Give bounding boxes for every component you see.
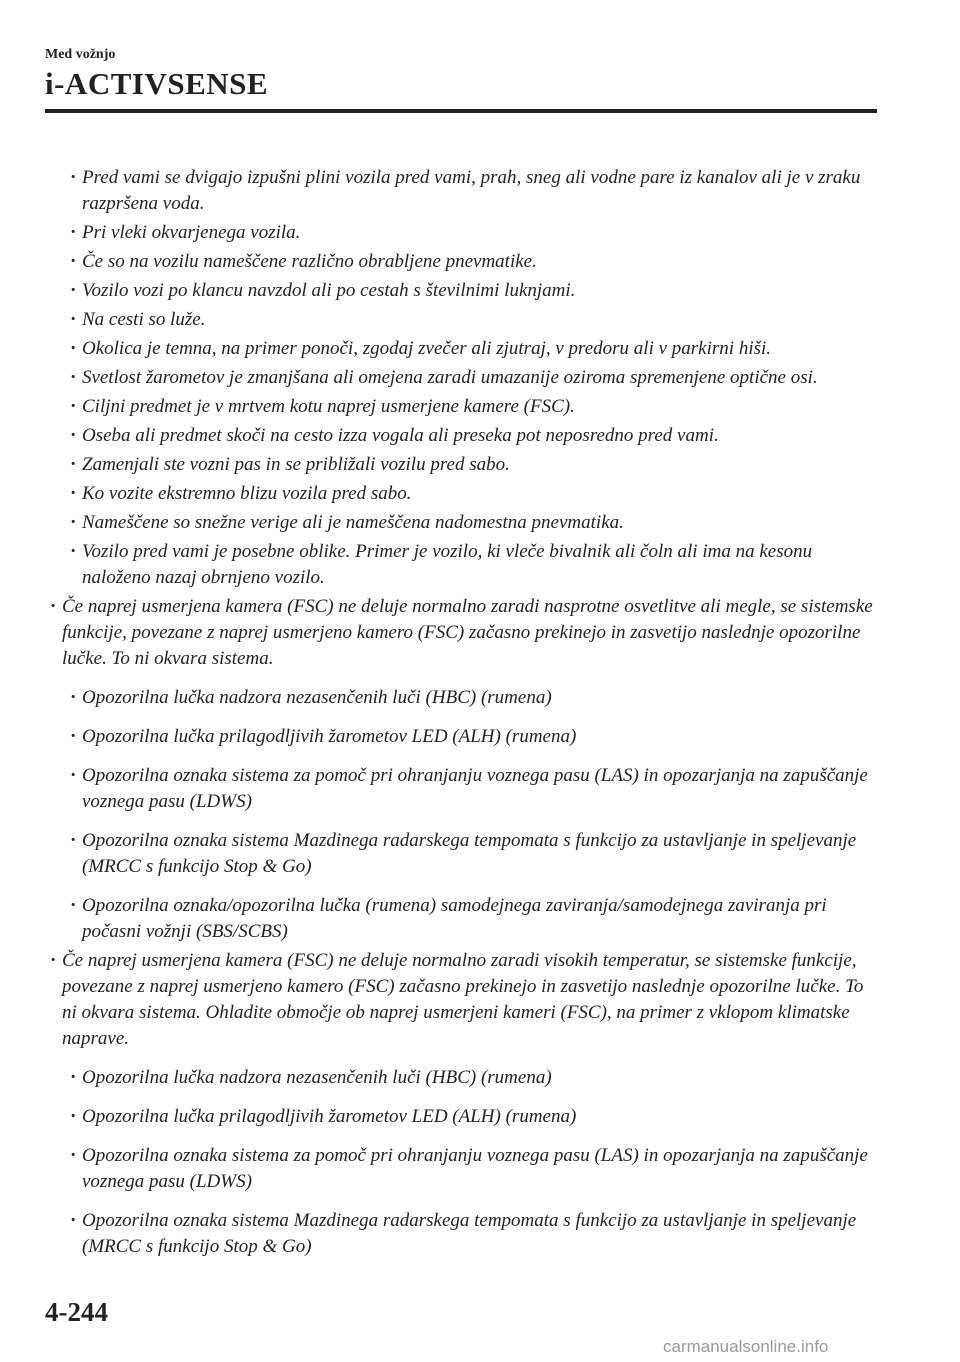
warning-light-item: · Opozorilna oznaka sistema za pomoč pri ohranjanju voznega pasu (LAS) in opozarjanja na zapuščanje voznega pasu (LDWS) — [48, 763, 878, 815]
watermark: carmanualsonline.info — [663, 1337, 829, 1356]
warning-light-item: · Opozorilna oznaka sistema Mazdinega radarskega tempomata s funkcijo za ustavljanje in speljevanje (MRCC s funkcijo Stop & Go) — [48, 1208, 878, 1260]
condition-item: · Nameščene so snežne verige ali je nameščena nadomestna pnevmatika. — [48, 510, 878, 536]
condition-item: · Vozilo pred vami je posebne oblike. Primer je vozilo, ki vleče bivalnik ali čoln ali ima na kesonu naloženo nazaj obrnjeno vozilo. — [48, 539, 878, 591]
condition-item: · Oseba ali predmet skoči na cesto izza vogala ali preseka pot neposredno pred vami. — [48, 423, 878, 449]
warning-light-item: · Opozorilna lučka prilagodljivih žarometov LED (ALH) (rumena) — [48, 724, 878, 750]
condition-item: · Pri vleki okvarjenega vozila. — [48, 220, 878, 246]
warning-light-item: · Opozorilna oznaka/opozorilna lučka (rumena) samodejnega zaviranja/samodejnega zaviranja pri počasni vožnji (SBS/SCBS) — [48, 893, 878, 945]
page-header — [45, 46, 268, 102]
warning-light-item: · Opozorilna oznaka sistema Mazdinega radarskega tempomata s funkcijo za ustavljanje in speljevanje (MRCC s funkcijo Stop & Go) — [48, 828, 878, 880]
warning-light-item: · Opozorilna lučka nadzora nezasenčenih luči (HBC) (rumena) — [48, 685, 878, 711]
warning-light-item: · Opozorilna oznaka sistema za pomoč pri ohranjanju voznega pasu (LAS) in opozarjanja na zapuščanje voznega pasu (LDWS) — [48, 1143, 878, 1195]
condition-item: · Okolica je temna, na primer ponoči, zgodaj zvečer ali zjutraj, v predoru ali v parkirni hiši. — [48, 336, 878, 362]
condition-item: · Če so na vozilu nameščene različno obrabljene pnevmatike. — [48, 249, 878, 275]
header-rule — [45, 109, 877, 113]
condition-item: · Svetlost žarometov je zmanjšana ali omejena zaradi umazanije oziroma spremenjene optične osi. — [48, 365, 878, 391]
page-content — [48, 162, 878, 1260]
section-label: Med vožnjo — [45, 47, 116, 62]
condition-item: · Ko vozite ekstremno blizu vozila pred sabo. — [48, 481, 878, 507]
page-number: 4-244 — [45, 1297, 108, 1327]
backlight-note: · Če naprej usmerjena kamera (FSC) ne deluje normalno zaradi nasprotne osvetlitve ali megle, se sistemske funkcije, povezane z naprej usmerjeno kamero (FSC) začasno prekinejo in zasvetijo naslednje opozorilne lučke. To ni okvara sistema. — [48, 594, 878, 672]
condition-item: · Ciljni predmet je v mrtvem kotu naprej usmerjene kamere (FSC). — [48, 394, 878, 420]
condition-item: · Pred vami se dvigajo izpušni plini vozila pred vami, prah, sneg ali vodne pare iz kanalov ali je v zraku razpršena voda. — [48, 165, 878, 217]
temperature-note: · Če naprej usmerjena kamera (FSC) ne deluje normalno zaradi visokih temperatur, se sistemske funkcije, povezane z naprej usmerjeno kamero (FSC) začasno prekinejo in zasvetijo naslednje opozorilne lučke. To ni okvara sistema. Ohladite območje ob naprej usmerjeni kameri (FSC), na primer z vklopom klimatske naprave. — [48, 948, 878, 1052]
condition-item: · Zamenjali ste vozni pas in se približali vozilu pred sabo. — [48, 452, 878, 478]
page-title: i-ACTIVSENSE — [45, 66, 269, 101]
warning-light-item: · Opozorilna lučka prilagodljivih žarometov LED (ALH) (rumena) — [48, 1104, 878, 1130]
condition-item: · Na cesti so luže. — [48, 307, 878, 333]
warning-light-item: · Opozorilna lučka nadzora nezasenčenih luči (HBC) (rumena) — [48, 1065, 878, 1091]
condition-item: · Vozilo vozi po klancu navzdol ali po cestah s številnimi luknjami. — [48, 278, 878, 304]
